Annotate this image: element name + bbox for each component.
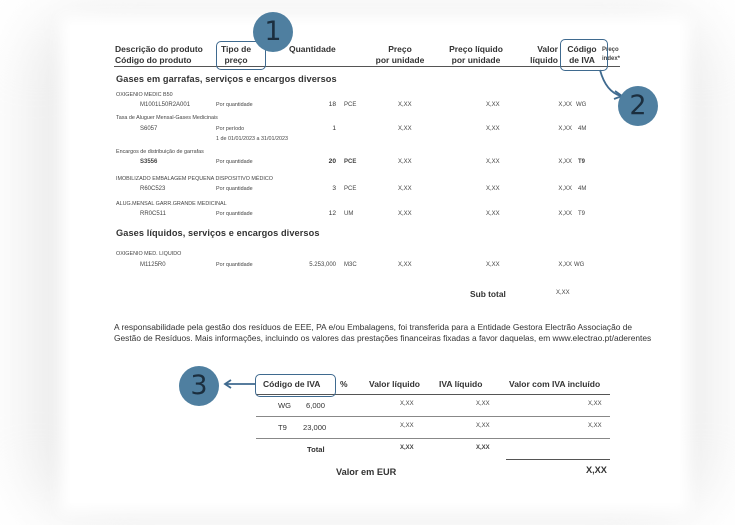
subtotal-label: Sub total [470,289,506,299]
section-title: Gases líquidos, serviços e encargos diversos [116,228,320,238]
vat-total-label: Total [307,445,325,454]
recycling-notice: A responsabilidade pela gestão dos resíduos de EEE, PA e/ou Embalagens, foi transferida para a Entidade Gestora Electrão Associação de Gestão de Resíduos. Mais informações, incluindo os valores das prestações financeiras fixadas a favor daquelas, em www.electrao.pt/aderentes [114,322,652,343]
subtotal-value: X,XX [556,290,570,296]
callout-number-2: 2 [618,86,658,126]
item-net-price: X,XX [486,186,500,192]
callout-number-3: 3 [179,366,219,406]
item-quantity: 18 [328,101,336,108]
item-description: OXIGENIO MEDIC B50 [116,92,173,98]
item-quantity: 5.253,000 [309,262,336,268]
item-unit: M3C [344,262,357,268]
vat-row-vat: X,XX [476,423,490,429]
header-codigo-iva: Código de IVA [567,44,597,65]
item-vat-code: T9 [578,159,586,165]
item-price-type: Por período [216,126,245,132]
item-description: OXIGENIO MED. LIQUIDO [116,251,182,257]
vat-row-percent: 23,000 [303,423,327,432]
item-net-price: X,XX [486,159,500,165]
item-net-value: X,XX [558,126,572,132]
vat-header-vat: IVA líquido [439,379,483,389]
item-unit-price: X,XX [398,102,412,108]
item-price-type: Por quantidade [216,262,253,268]
callout-number-1: 1 [253,12,293,52]
item-net-value: X,XX [558,102,572,108]
vat-row-net: X,XX [400,401,414,407]
item-code: S6057 [140,126,158,132]
item-net-price: X,XX [486,126,500,132]
vat-total-net: X,XX [400,445,414,451]
item-quantity: 3 [332,185,336,192]
header-valor-liquido: Valor líquido [530,44,558,65]
item-unit-price: X,XX [398,262,412,268]
item-code: M1125R0 [140,262,166,268]
vat-row-code: T9 [278,423,287,432]
item-period: 1 de 01/01/2023 a 31/01/2023 [216,136,288,142]
grand-total-label: Valor em EUR [336,467,397,477]
item-vat-code: 4M [578,126,587,132]
vat-row-code: WG [278,401,292,410]
item-unit: PCE [344,186,357,192]
item-code: RR0C511 [140,211,166,217]
item-price-type: Por quantidade [216,211,253,217]
item-unit: UM [344,211,354,217]
vat-header-code: Código de IVA [263,379,321,389]
item-description: IMOBILIZADO EMBALAGEM PEQUENA DISPOSITIVO MÉDICO [116,176,273,182]
item-net-price: X,XX [486,211,500,217]
item-price-type: Por quantidade [216,186,253,192]
header-preco: Preço por unidade [375,44,425,65]
vat-row-percent: 6,000 [306,401,326,410]
vat-header-total: Valor com IVA incluído [509,379,601,389]
header-descricao: Descrição do produto Código do produto [115,44,203,65]
item-net-value: X,XX [558,211,572,217]
header-tipo-preco: Tipo de preço [221,44,252,65]
item-quantity: 1 [332,125,336,132]
item-quantity: 12 [328,210,336,217]
item-code: R60C523 [140,186,166,192]
item-description: ALUG.MENSAL GARR.GRANDE MEDICINAL [116,201,227,207]
item-vat-code: WG [574,262,585,268]
item-net-value: X,XX [558,262,572,268]
item-net-value: X,XX [558,159,572,165]
item-unit-price: X,XX [398,126,412,132]
header-preco-index: Preço index* [602,47,621,62]
item-code: S3556 [140,159,158,165]
item-description: Encargos de distribuição de garrafas [116,149,204,155]
vat-row-vat: X,XX [476,401,490,407]
vat-header-net: Valor líquido [369,379,421,389]
item-quantity: 20 [328,158,336,165]
vat-row-total: X,XX [588,423,602,429]
item-vat-code: 4M [578,186,587,192]
item-net-price: X,XX [486,102,500,108]
item-unit-price: X,XX [398,211,412,217]
section-title: Gases em garrafas, serviços e encargos diversos [116,74,337,84]
item-description: Taxa de Aluguer Mensal-Gases Medicinais [116,115,218,121]
item-code: M1001L50R2A001 [140,102,191,108]
item-price-type: Por quantidade [216,159,253,165]
vat-row-net: X,XX [400,423,414,429]
grand-total-value: X,XX [586,465,607,475]
header-quantidade: Quantidade [289,44,336,54]
vat-header-percent: % [340,379,348,389]
item-unit-price: X,XX [398,159,412,165]
item-unit: PCE [344,159,357,165]
item-vat-code: WG [576,102,587,108]
vat-row-total: X,XX [588,401,602,407]
item-vat-code: T9 [578,211,586,217]
item-net-value: X,XX [558,186,572,192]
item-unit-price: X,XX [398,186,412,192]
item-price-type: Por quantidade [216,102,253,108]
header-preco-liquido: Preço líquido por unidade [449,44,503,65]
vat-total-vat: X,XX [476,445,490,451]
item-net-price: X,XX [486,262,500,268]
item-unit: PCE [344,102,357,108]
